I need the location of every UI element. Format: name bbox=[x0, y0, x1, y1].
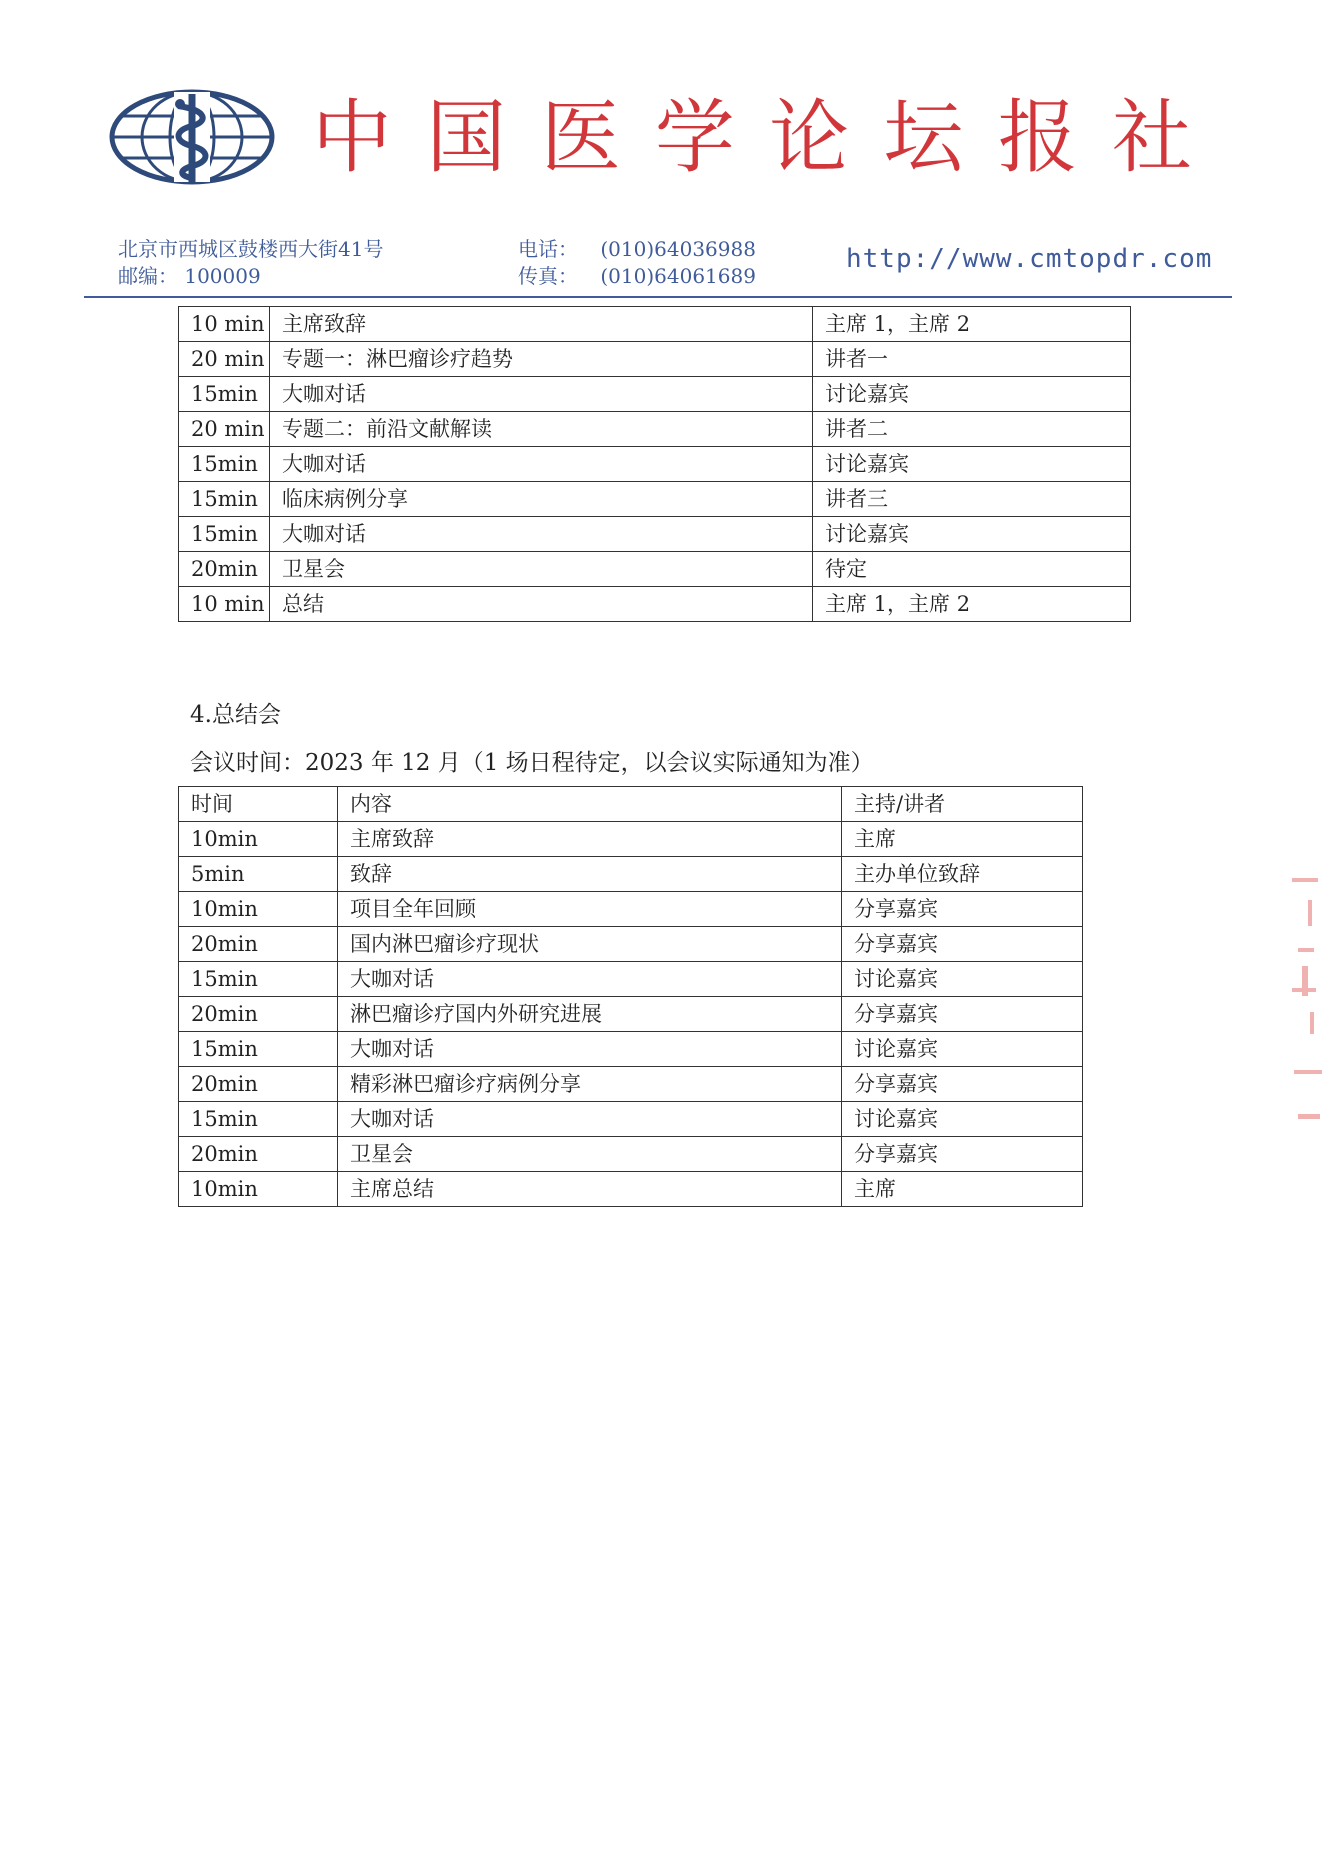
content-cell: 大咖对话 bbox=[338, 1032, 842, 1067]
table-row bbox=[179, 1102, 1083, 1137]
content-cell: 大咖对话 bbox=[270, 517, 813, 552]
content-cell: 大咖对话 bbox=[338, 962, 842, 997]
content-cell: 卫星会 bbox=[338, 1137, 842, 1172]
org-name-char: 国 bbox=[426, 91, 507, 184]
time-cell: 20min bbox=[179, 997, 338, 1032]
speaker-cell: 主席 bbox=[842, 1172, 1083, 1207]
speaker-cell: 讨论嘉宾 bbox=[813, 447, 1131, 482]
time-cell: 20 min bbox=[179, 342, 270, 377]
org-name-char: 坛 bbox=[883, 91, 964, 184]
table-row bbox=[179, 342, 1131, 377]
table-row bbox=[179, 377, 1131, 412]
speaker-cell: 讲者二 bbox=[813, 412, 1131, 447]
table-row bbox=[179, 857, 1083, 892]
content-cell: 大咖对话 bbox=[270, 377, 813, 412]
speaker-cell: 主席 bbox=[842, 822, 1083, 857]
seal-fragment bbox=[1284, 870, 1322, 1130]
speaker-cell: 分享嘉宾 bbox=[842, 927, 1083, 962]
speaker-cell: 讲者三 bbox=[813, 482, 1131, 517]
table-row bbox=[179, 447, 1131, 482]
postcode-label: 邮编： bbox=[118, 264, 178, 288]
speaker-cell: 讲者一 bbox=[813, 342, 1131, 377]
org-name-char: 论 bbox=[769, 91, 850, 184]
content-cell: 大咖对话 bbox=[270, 447, 813, 482]
table-row bbox=[179, 1032, 1083, 1067]
table-header-row bbox=[179, 787, 1083, 822]
time-cell: 20min bbox=[179, 552, 270, 587]
speaker-cell: 讨论嘉宾 bbox=[842, 962, 1083, 997]
content-cell: 专题二：前沿文献解读 bbox=[270, 412, 813, 447]
time-cell: 15min bbox=[179, 1032, 338, 1067]
speaker-cell: 分享嘉宾 bbox=[842, 892, 1083, 927]
org-name-char: 报 bbox=[997, 91, 1078, 184]
section-title: 4.总结会 bbox=[190, 702, 281, 728]
schedule-table-2 bbox=[178, 786, 1083, 1207]
time-cell: 20 min bbox=[179, 412, 270, 447]
time-cell: 15min bbox=[179, 962, 338, 997]
speaker-header: 主持/讲者 bbox=[842, 787, 1083, 822]
table-row bbox=[179, 517, 1131, 552]
time-cell: 10min bbox=[179, 892, 338, 927]
table-row bbox=[179, 587, 1131, 622]
fax-label: 传真： bbox=[518, 264, 578, 288]
speaker-cell: 主办单位致辞 bbox=[842, 857, 1083, 892]
table-row bbox=[179, 482, 1131, 517]
content-cell: 主席致辞 bbox=[338, 822, 842, 857]
table-row bbox=[179, 552, 1131, 587]
table-row bbox=[179, 962, 1083, 997]
time-cell: 15min bbox=[179, 447, 270, 482]
table-row bbox=[179, 1172, 1083, 1207]
content-cell: 国内淋巴瘤诊疗现状 bbox=[338, 927, 842, 962]
globe-caduceus-icon bbox=[108, 88, 276, 186]
speaker-cell: 分享嘉宾 bbox=[842, 1137, 1083, 1172]
content-cell: 主席总结 bbox=[338, 1172, 842, 1207]
content-cell: 大咖对话 bbox=[338, 1102, 842, 1137]
content-cell: 项目全年回顾 bbox=[338, 892, 842, 927]
speaker-cell: 讨论嘉宾 bbox=[813, 377, 1131, 412]
time-cell: 20min bbox=[179, 1137, 338, 1172]
speaker-cell: 分享嘉宾 bbox=[842, 997, 1083, 1032]
speaker-cell: 讨论嘉宾 bbox=[842, 1102, 1083, 1137]
speaker-cell: 主席 1，主席 2 bbox=[813, 587, 1131, 622]
time-cell: 20min bbox=[179, 927, 338, 962]
org-name-char: 社 bbox=[1111, 91, 1192, 184]
contact-block bbox=[518, 236, 756, 290]
table-row bbox=[179, 307, 1131, 342]
postcode-row bbox=[118, 263, 383, 290]
table-row bbox=[179, 412, 1131, 447]
website: http://www.cmtopdr.com bbox=[846, 244, 1213, 274]
speaker-cell: 讨论嘉宾 bbox=[842, 1032, 1083, 1067]
speaker-cell: 主席 1，主席 2 bbox=[813, 307, 1131, 342]
org-name-char: 中 bbox=[312, 91, 392, 184]
time-cell: 15min bbox=[179, 377, 270, 412]
content-cell: 致辞 bbox=[338, 857, 842, 892]
address-block bbox=[118, 236, 383, 290]
speaker-cell: 讨论嘉宾 bbox=[813, 517, 1131, 552]
time-cell: 20min bbox=[179, 1067, 338, 1102]
header-divider bbox=[84, 296, 1232, 298]
table-row bbox=[179, 1137, 1083, 1172]
content-cell: 主席致辞 bbox=[270, 307, 813, 342]
address-line: 北京市西城区鼓楼西大街41号 bbox=[118, 237, 384, 261]
content-cell: 卫星会 bbox=[270, 552, 813, 587]
phone-value: (010)64036988 bbox=[600, 237, 756, 261]
table-row bbox=[179, 927, 1083, 962]
fax-row bbox=[518, 263, 756, 290]
speaker-cell: 待定 bbox=[813, 552, 1131, 587]
phone-row bbox=[518, 236, 756, 263]
org-name bbox=[312, 88, 1192, 188]
time-cell: 15min bbox=[179, 482, 270, 517]
phone-label: 电话： bbox=[518, 237, 578, 261]
meeting-time: 会议时间：2023 年 12 月（1 场日程待定，以会议实际通知为准） bbox=[190, 750, 874, 776]
table-row bbox=[179, 1067, 1083, 1102]
content-cell: 总结 bbox=[270, 587, 813, 622]
org-name-char: 学 bbox=[654, 91, 735, 184]
time-header: 时间 bbox=[179, 787, 338, 822]
time-cell: 10 min bbox=[179, 307, 270, 342]
time-cell: 10min bbox=[179, 822, 338, 857]
postcode-value: 100009 bbox=[184, 264, 261, 288]
content-cell: 专题一：淋巴瘤诊疗趋势 bbox=[270, 342, 813, 377]
schedule-table-1 bbox=[178, 306, 1131, 622]
table-row bbox=[179, 822, 1083, 857]
time-cell: 5min bbox=[179, 857, 338, 892]
content-header: 内容 bbox=[338, 787, 842, 822]
time-cell: 10min bbox=[179, 1172, 338, 1207]
org-name-char: 医 bbox=[540, 91, 621, 184]
time-cell: 15min bbox=[179, 517, 270, 552]
speaker-cell: 分享嘉宾 bbox=[842, 1067, 1083, 1102]
time-cell: 10 min bbox=[179, 587, 270, 622]
table-row bbox=[179, 997, 1083, 1032]
time-cell: 15min bbox=[179, 1102, 338, 1137]
fax-value: (010)64061689 bbox=[600, 264, 756, 288]
content-cell: 临床病例分享 bbox=[270, 482, 813, 517]
content-cell: 精彩淋巴瘤诊疗病例分享 bbox=[338, 1067, 842, 1102]
content-cell: 淋巴瘤诊疗国内外研究进展 bbox=[338, 997, 842, 1032]
table-row bbox=[179, 892, 1083, 927]
